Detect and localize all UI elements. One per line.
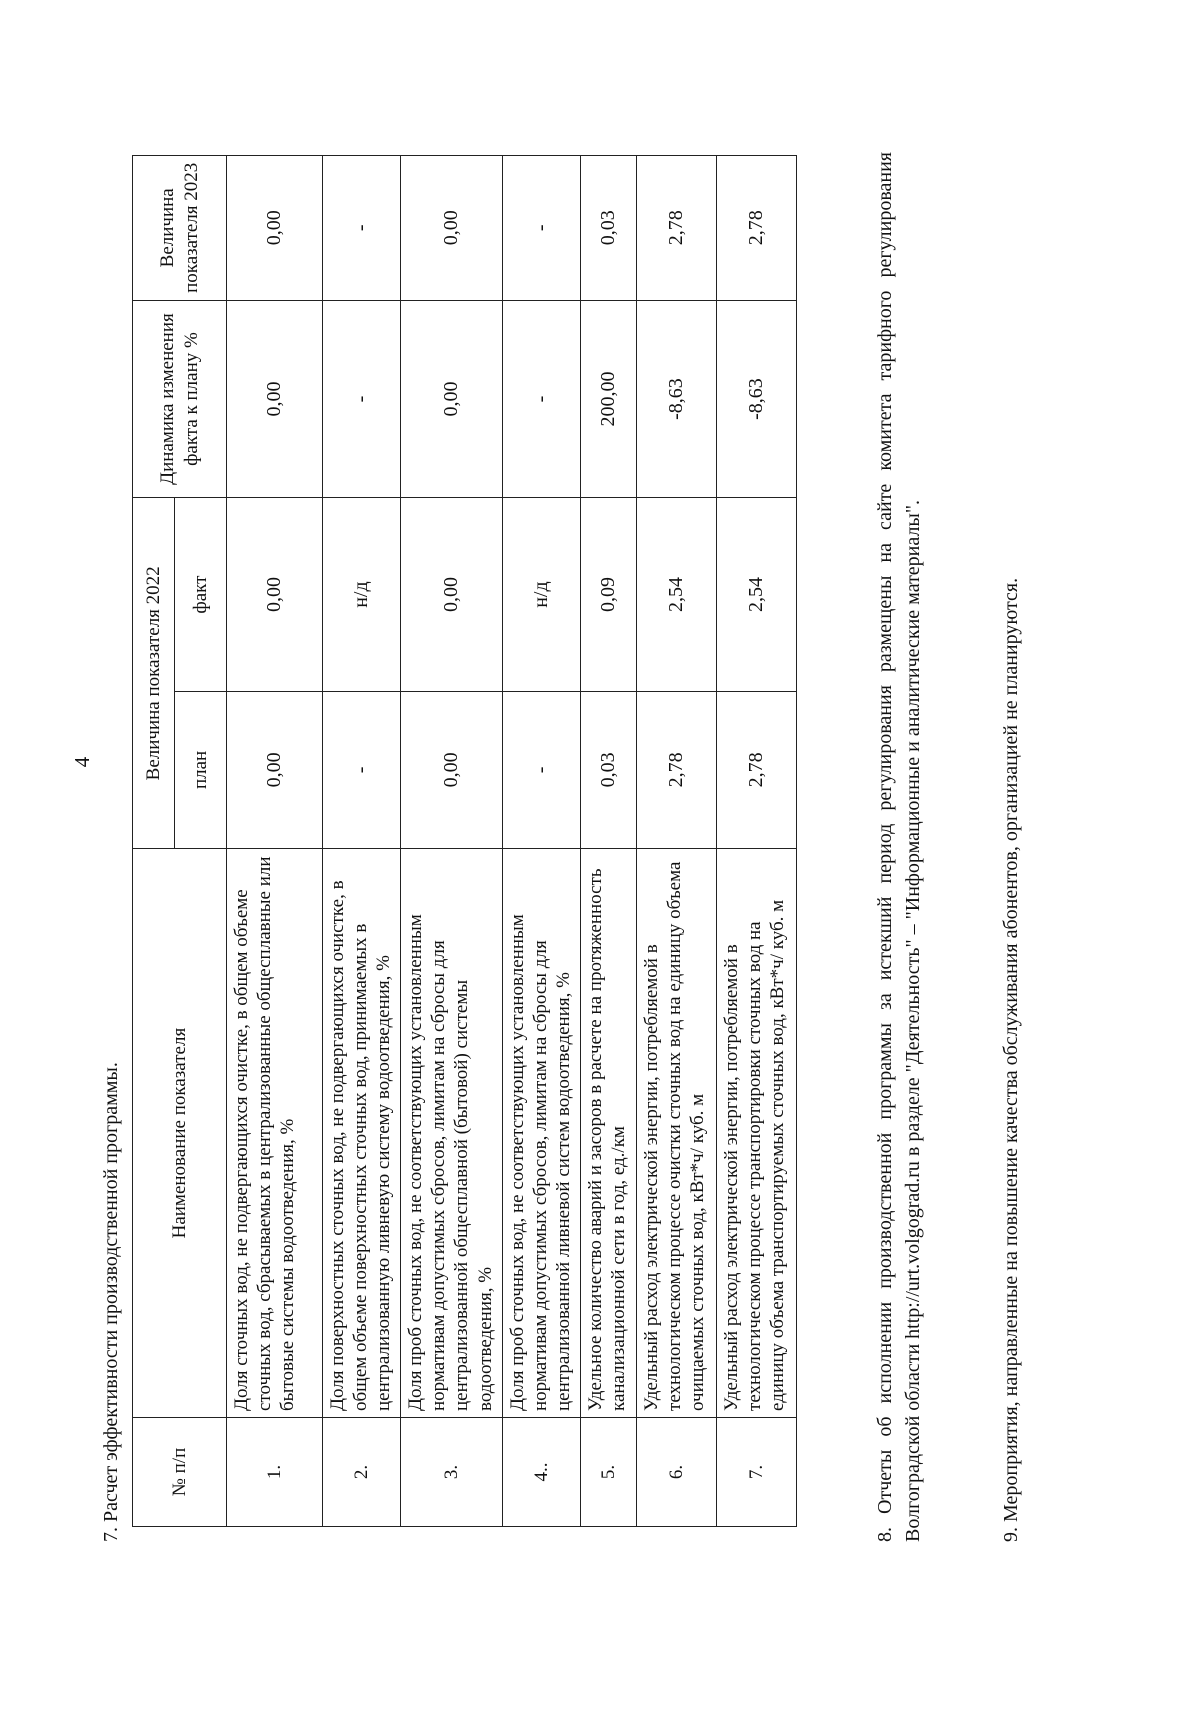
row-fact: 0,09	[581, 498, 637, 691]
row-dynamics: -	[503, 300, 581, 498]
row-plan: -	[503, 691, 581, 849]
table-row	[717, 156, 797, 1527]
efficiency-table	[132, 155, 797, 1527]
row-name: Доля сточных вод, не подвергающихся очистке, в общем объеме сточных вод, сбрасываемых в централизованные общесплавные или бытовые системы водоотведения, %	[227, 849, 323, 1418]
header-value-2023: Величина показателя 2023	[133, 156, 227, 301]
row-dynamics: -	[323, 300, 401, 498]
row-value-2023: 0,00	[401, 156, 503, 301]
header-value-2022: Величина показателя 2022	[133, 498, 175, 849]
header-name: Наименование показателя	[133, 849, 227, 1418]
row-num: 1.	[227, 1417, 323, 1526]
row-dynamics: 200,00	[581, 300, 637, 498]
row-fact: 2,54	[637, 498, 717, 691]
header-plan: план	[175, 691, 227, 849]
row-num: 2.	[323, 1417, 401, 1526]
section-7-heading: 7. Расчет эффективности производственной программы.	[100, 1062, 122, 1542]
section-8-paragraph: 8. Отчеты об исполнении производственной программы за истекший период регулирования размещены на сайте комитета тарифного регулирования Волгоградской области http://urt.volgograd.ru в разделе "Деятельность" – "Информационные и аналитические материалы".	[874, 152, 924, 1542]
row-fact: 0,00	[401, 498, 503, 691]
page-number: 4	[70, 756, 94, 768]
row-plan: 0,00	[227, 691, 323, 849]
row-value-2023: 0,00	[227, 156, 323, 301]
row-fact: н/д	[323, 498, 401, 691]
row-num: 4..	[503, 1417, 581, 1526]
row-fact: 2,54	[717, 498, 797, 691]
row-name: Удельный расход электрической энергии, потребляемой в технологическом процессе транспортировки сточных вод на единицу объема транспортируемых сточных вод, кВт*ч/ куб. м	[717, 849, 797, 1418]
row-name: Удельный расход электрической энергии, потребляемой в технологическом процессе очистки сточных вод на единицу объема очищаемых сточных вод, кВт*ч/ куб. м	[637, 849, 717, 1418]
row-value-2023: -	[323, 156, 401, 301]
row-num: 5.	[581, 1417, 637, 1526]
row-plan: 2,78	[717, 691, 797, 849]
row-dynamics: -8,63	[717, 300, 797, 498]
row-plan: 2,78	[637, 691, 717, 849]
section-9-paragraph: 9. Мероприятия, направленные на повышение качества обслуживания абонентов, организацией не планируются.	[1000, 577, 1022, 1542]
row-name: Удельное количество аварий и засоров в расчете на протяженность канализационной сети в год, ед./км	[581, 849, 637, 1418]
row-plan: -	[323, 691, 401, 849]
row-num: 7.	[717, 1417, 797, 1526]
row-value-2023: 2,78	[717, 156, 797, 301]
table-row	[401, 156, 503, 1527]
row-value-2023: 0,03	[581, 156, 637, 301]
table-row	[227, 156, 323, 1527]
row-num: 6.	[637, 1417, 717, 1526]
table-row	[503, 156, 581, 1527]
row-name: Доля проб сточных вод, не соответствующих установленным нормативам допустимых сбросов, лимитам на сбросы для централизованной ливневой систем водоотведения, %	[503, 849, 581, 1418]
row-fact: н/д	[503, 498, 581, 691]
row-dynamics: 0,00	[227, 300, 323, 498]
row-dynamics: 0,00	[401, 300, 503, 498]
row-plan: 0,03	[581, 691, 637, 849]
row-value-2023: 2,78	[637, 156, 717, 301]
row-name: Доля проб сточных вод, не соответствующих установленным нормативам допустимых сбросов, лимитам на сбросы для централизованной общесплавной (бытовой) системы водоотведения, %	[401, 849, 503, 1418]
row-fact: 0,00	[227, 498, 323, 691]
header-dynamics: Динамика изменения факта к плану %	[133, 300, 227, 498]
header-num: № п/п	[133, 1417, 227, 1526]
header-fact: факт	[175, 498, 227, 691]
row-num: 3.	[401, 1417, 503, 1526]
row-name: Доля поверхностных сточных вод, не подвергающихся очистке, в общем объеме поверхностных сточных вод, принимаемых в централизованную ливневую систему водоотведения, %	[323, 849, 401, 1418]
table-row	[581, 156, 637, 1527]
table-row	[637, 156, 717, 1527]
row-dynamics: -8,63	[637, 300, 717, 498]
table-row	[323, 156, 401, 1527]
row-plan: 0,00	[401, 691, 503, 849]
row-value-2023: -	[503, 156, 581, 301]
